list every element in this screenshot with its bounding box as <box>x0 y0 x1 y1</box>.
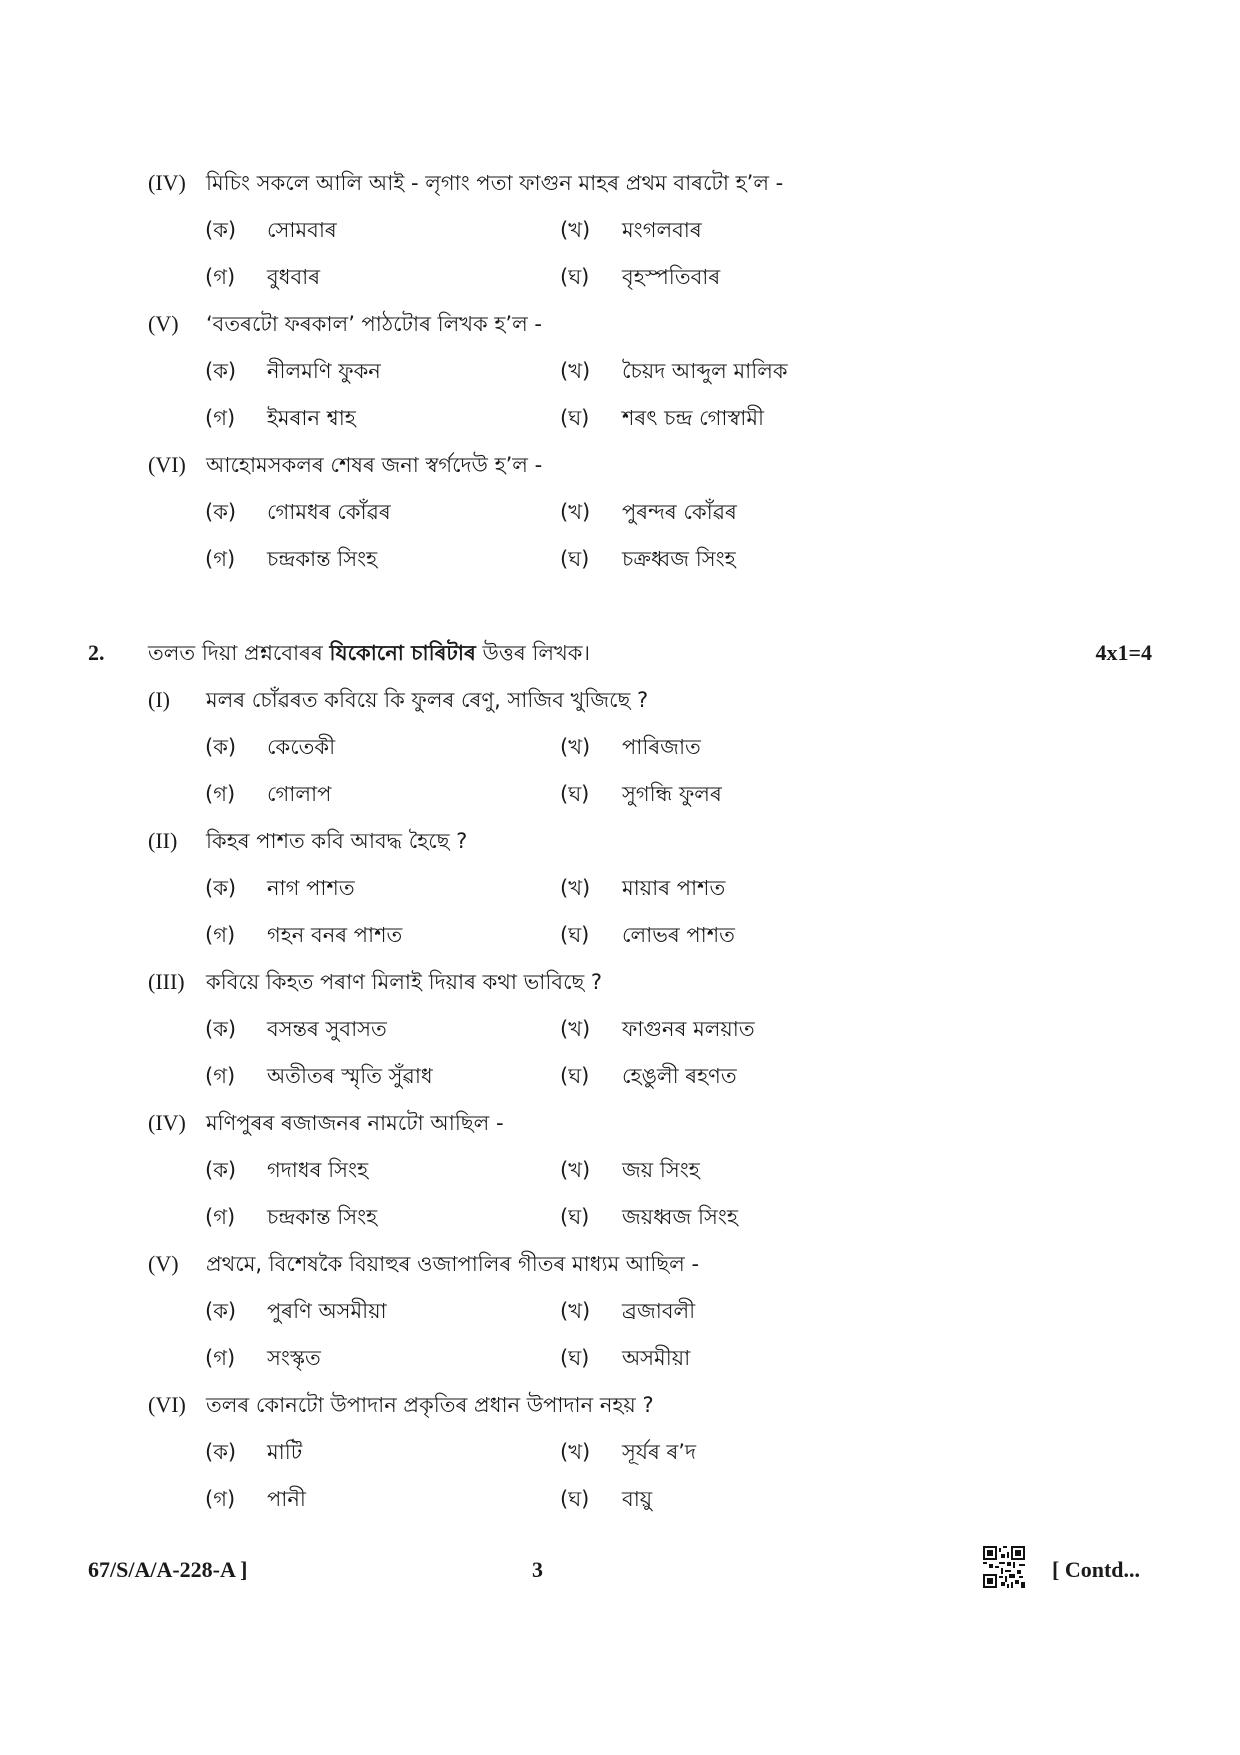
page-number: 3 <box>532 1557 543 1582</box>
question <box>148 967 602 997</box>
option: (গ) গোলাপ <box>205 782 332 806</box>
option: (ঘ) লোভৰ পাশত <box>560 923 735 947</box>
question-number: (I) <box>148 687 170 712</box>
section-number: 2. <box>88 640 105 665</box>
option: (ঘ) অসমীয়া <box>560 1346 691 1370</box>
question-number: (III) <box>148 969 185 994</box>
option: (খ) সূৰ্যৰ ৰ’দ <box>560 1440 697 1464</box>
option: (ক) কেতেকী <box>205 735 336 759</box>
option: (ক) বসন্তৰ সুবাসত <box>205 1017 387 1041</box>
question <box>148 826 467 856</box>
question <box>148 1108 504 1138</box>
question-text: ‘বতৰটো ফৰকাল’ পাঠটোৰ লিখক হ’ল - <box>206 312 543 336</box>
question-text: মণিপুৰৰ ৰজাজনৰ নামটো আছিল - <box>206 1111 504 1135</box>
option: (ক) গদাধৰ সিংহ <box>205 1158 369 1182</box>
paper-code: 67/S/A/A-228-A ] <box>88 1557 248 1582</box>
section-marks: 4x1=4 <box>1095 640 1152 665</box>
option: (খ) মংগলবাৰ <box>560 218 702 242</box>
question <box>148 1249 699 1279</box>
qr-code-icon <box>983 1546 1025 1588</box>
question-number: (VI) <box>148 1392 186 1417</box>
option: (খ) পাৰিজাত <box>560 735 701 759</box>
option: (খ) চৈয়দ আব্দুল মালিক <box>560 359 788 383</box>
question <box>148 685 648 715</box>
option: (ক) নীলমণি ফুকন <box>205 359 381 383</box>
question-number: (II) <box>148 828 178 853</box>
question-text: কবিয়ে কিহত পৰাণ মিলাই দিয়াৰ কথা ভাবিছে ? <box>206 970 603 994</box>
option: (গ) চন্দ্ৰকান্ত সিংহ <box>205 1205 378 1229</box>
question <box>148 309 542 339</box>
option: (গ) পানী <box>205 1487 306 1511</box>
option: (গ) ইমৰান শ্বাহ <box>205 406 356 430</box>
option: (ক) নাগ পাশত <box>205 876 355 900</box>
option: (গ) অতীতৰ স্মৃতি সুঁৱাধ <box>205 1064 433 1088</box>
option: (গ) চন্দ্ৰকান্ত সিংহ <box>205 547 378 571</box>
section-instruction: তলত দিয়া প্ৰশ্নবোৰৰ যিকোনো চাৰিটাৰ উত্তৰ লিখক। <box>148 641 590 665</box>
option: (খ) পুৰন্দৰ কোঁৱৰ <box>560 500 737 524</box>
question-text: আহোমসকলৰ শেষৰ জনা স্বৰ্গদেউ হ’ল - <box>206 453 543 477</box>
option: (খ) ফাগুনৰ মলয়াত <box>560 1017 755 1041</box>
option: (ক) গোমধৰ কোঁৱৰ <box>205 500 391 524</box>
option: (ঘ) বায়ু <box>560 1487 653 1511</box>
option: (ক) সোমবাৰ <box>205 218 337 242</box>
question-text: মলৰ চোঁৱৰত কবিয়ে কি ফুলৰ ৰেণু, সাজিব খুজিছে ? <box>206 688 649 712</box>
question <box>148 450 542 480</box>
option: (খ) ব্ৰজাবলী <box>560 1299 696 1323</box>
question <box>148 1390 654 1420</box>
option: (ঘ) শৰৎ চন্দ্ৰ গোস্বামী <box>560 406 765 430</box>
option: (ঘ) বৃহস্পতিবাৰ <box>560 265 721 289</box>
question-text: তলৰ কোনটো উপাদান প্ৰকৃতিৰ প্ৰধান উপাদান নহয় ? <box>206 1393 654 1417</box>
continued-label: [ Contd... <box>1052 1557 1141 1582</box>
question <box>148 168 783 198</box>
question-text: মিচিং সকলে আলি আই - লৃগাং পতা ফাগুন মাহৰ প্ৰথম বাৰটো হ’ল - <box>206 171 784 195</box>
option: (ক) পুৰণি অসমীয়া <box>205 1299 387 1323</box>
option: (গ) সংস্কৃত <box>205 1346 321 1370</box>
question-number: (IV) <box>148 1110 186 1135</box>
question-number: (V) <box>148 1251 179 1276</box>
option: (ক) মাটি <box>205 1440 303 1464</box>
option: (খ) মায়াৰ পাশত <box>560 876 726 900</box>
option: (ঘ) হেঙুলী ৰহণত <box>560 1064 737 1088</box>
question-text: প্ৰথমে, বিশেষকৈ বিয়াহুৰ ওজাপালিৰ গীতৰ মাধ্যম আছিল - <box>206 1252 700 1276</box>
option: (গ) বুধবাৰ <box>205 265 321 289</box>
question-number: (V) <box>148 311 179 336</box>
option: (ঘ) চক্ৰধ্বজ সিংহ <box>560 547 736 571</box>
question-number: (VI) <box>148 452 186 477</box>
question-text: কিহৰ পাশত কবি আবদ্ধ হৈছে ? <box>206 829 468 853</box>
option: (ঘ) সুগন্ধি ফুলৰ <box>560 782 722 806</box>
option: (গ) গহন বনৰ পাশত <box>205 923 403 947</box>
option: (খ) জয় সিংহ <box>560 1158 700 1182</box>
option: (ঘ) জয়ধ্বজ সিংহ <box>560 1205 738 1229</box>
question-number: (IV) <box>148 170 186 195</box>
